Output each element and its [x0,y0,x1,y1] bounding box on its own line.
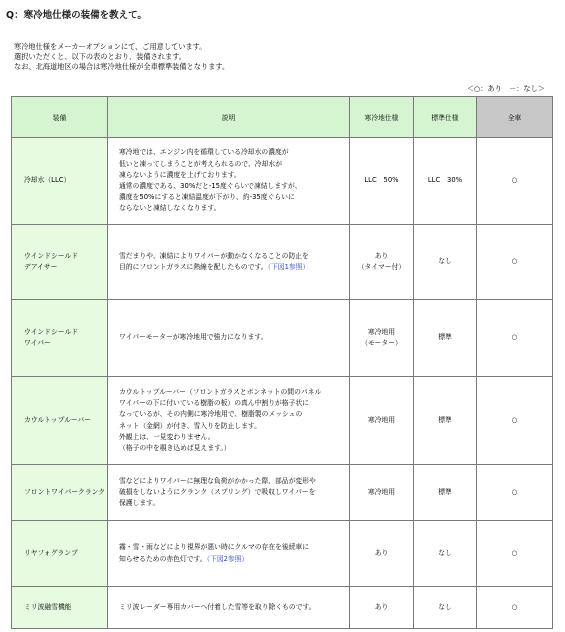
description-text: ミリ波レーダー専用カバーへ付着した雪等を取り除くものです。 [119,602,316,611]
cold-spec-cell: あり [350,521,414,587]
table-row [12,300,553,377]
item-cell: フロントワイパークランク [12,465,108,521]
cold-spec-cell: あり （タイマー付） [350,225,414,300]
all-models-cell: ○ [477,587,553,629]
intro-text [14,42,229,72]
description-text: 雪だまりや、凍結によりワイパーが動かなくなることの防止を 目的にフロントガラスに熱線を配したものです。 [119,251,309,271]
all-models-cell: ○ [477,225,553,300]
all-models-cell: ○ [477,465,553,521]
intro-line: 寒冷地仕様をメーカーオプションにて、ご用意しています。 [14,42,207,51]
equipment-table [11,96,553,629]
standard-spec-cell: なし [414,587,477,629]
cold-spec-cell: LLC 50% [350,138,414,225]
description-cell [108,587,350,629]
description-text: 霧・雪・雨などにより視界が悪い時にクルマの存在を後続車に 知らせるための赤色灯です。 [119,543,310,563]
cold-spec-cell: あり [350,587,414,629]
description-cell [108,521,350,587]
table-row [12,377,553,465]
standard-spec-cell: 標準 [414,377,477,465]
description-text: ワイパーモーターが寒冷地用で強力になります。 [119,333,268,342]
intro-line: なお、北海道地区の場合は寒冷地仕様が全車標準装備となります。 [14,62,230,71]
all-models-cell: ○ [477,377,553,465]
all-models-cell: ○ [477,300,553,377]
figure-1-link[interactable]: （下図1参照） [267,263,310,271]
page-title: Q：寒冷地仕様の装備を教えて。 [6,10,147,21]
header-cold-spec: 寒冷地仕様 [350,97,414,138]
item-cell: ミリ波融雪機能 [12,587,108,629]
item-cell: 冷却水（LLC） [12,138,108,225]
header-all-models: 全車 [477,97,553,138]
header-item: 装備 [12,97,108,138]
item-cell: カウルトップルーバー [12,377,108,465]
description-cell [108,377,350,465]
intro-line: 選択いただくと、以下の表のとおり、装備されます。 [14,52,186,61]
description-cell [108,300,350,377]
figure-2-link[interactable]: （下図2参照） [206,554,249,563]
cold-spec-cell: 寒冷地用 [350,377,414,465]
item-cell: ウインドシールド ワイパー [12,300,108,377]
item-cell: リヤフォグランプ [12,521,108,587]
description-cell [108,225,350,300]
description-cell [108,138,350,225]
standard-spec-cell: LLC 30% [414,138,477,225]
table-header-row [12,97,553,138]
cold-spec-cell: 寒冷地用 [350,465,414,521]
description-text: 寒冷地では、エンジン内を循環している冷却水の濃度が 低いと凍ってしまうことが考えられるので、冷却水が 凍らないように濃度を上げております。 通常の濃度である、30%だと-15度ぐらいで凍結しますが、 濃度を50%にすると凍結温度が下がり、約-35度ぐらいに ならないと凍結しなくなります。 [119,148,302,213]
description-text: 雪などによりワイパーに無理な負荷がかかった際、部品が変形や 破損をしないようにクランク（スプリング）で吸収しワイパーを 保護します。 [119,476,316,508]
standard-spec-cell: 標準 [414,300,477,377]
description-text: カウルトップルーバー（フロントガラスとボンネットの間のパネル ワイパーの下に付いている樹脂の板）の真ん中割りが格子状に なっているが、その内側に寒冷地用で、樹脂製のメッシュの ネット（金網）が付き、雪入りを防止します。 外観上は、一見変わりません。 （格子の中を覗き込めば見えます。） [119,387,322,452]
header-standard-spec: 標準仕様 [414,97,477,138]
all-models-cell: ○ [477,138,553,225]
table-row [12,587,553,629]
header-description: 説明 [108,97,350,138]
table-row [12,225,553,300]
table-row [12,138,553,225]
standard-spec-cell: 標準 [414,465,477,521]
table-row [12,465,553,521]
symbol-legend: ＜○：あり －：なし＞ [466,84,545,93]
item-cell: ウインドシールド デアイサー [12,225,108,300]
standard-spec-cell: なし [414,225,477,300]
table-row [12,521,553,587]
all-models-cell: ○ [477,521,553,587]
cold-spec-cell: 寒冷地用 （モーター） [350,300,414,377]
description-cell [108,465,350,521]
standard-spec-cell: なし [414,521,477,587]
